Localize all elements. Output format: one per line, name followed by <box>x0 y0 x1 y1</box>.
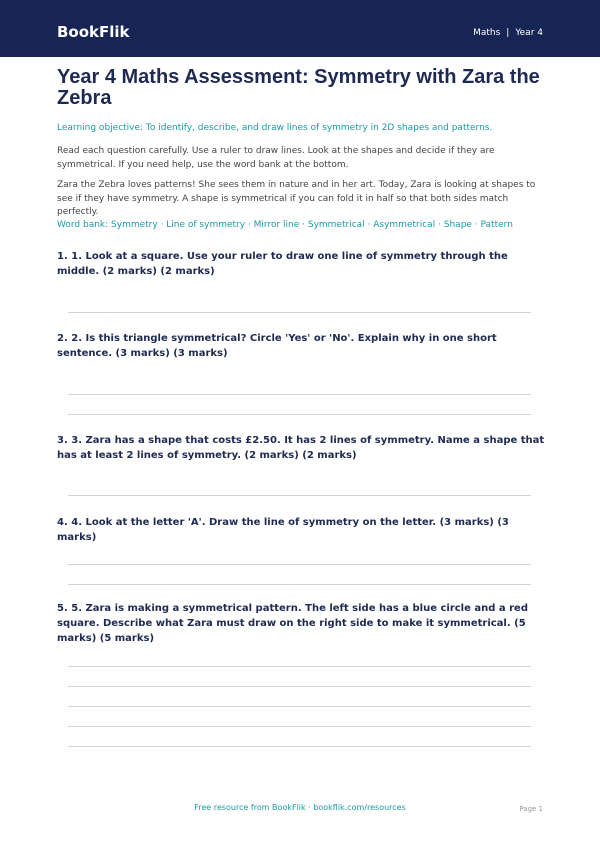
year-label: Year 4 <box>515 28 543 38</box>
header-separator: | <box>506 28 510 38</box>
question-1: 1. 1. Look at a square. Use your ruler to draw one line of symmetry through the middle. (2 marks) (2 marks) <box>57 251 508 277</box>
answer-line[interactable] <box>68 726 531 727</box>
instructions-paragraph: Read each question carefully. Use a ruler to draw lines. Look at the shapes and decide if they are symmetrical. If you need help, use the word bank at the bottom. <box>57 146 495 170</box>
question-5: 5. 5. Zara is making a symmetrical pattern. The left side has a blue circle and a red square. Describe what Zara must draw on the right side to make it symmetrical. (5 marks) (5 marks) <box>57 603 528 644</box>
header-bar <box>0 0 600 57</box>
page-number: Page 1 <box>519 805 543 813</box>
word-bank: Word bank: Symmetry · Line of symmetry · Mirror line · Symmetrical · Asymmetrical · Shape · Pattern <box>57 220 513 230</box>
answer-line[interactable] <box>68 414 531 415</box>
page-title: Year 4 Maths Assessment: Symmetry with Zara the Zebra <box>57 66 540 109</box>
answer-line[interactable] <box>68 564 531 565</box>
brand-logo: BookFlik <box>57 23 130 41</box>
question-3: 3. 3. Zara has a shape that costs £2.50. It has 2 lines of symmetry. Name a shape that has at least 2 lines of symmetry. (2 marks) (2 marks) <box>57 435 545 461</box>
answer-line[interactable] <box>68 746 531 747</box>
question-2: 2. 2. Is this triangle symmetrical? Circle 'Yes' or 'No'. Explain why in one short sentence. (3 marks) (3 marks) <box>57 333 497 359</box>
intro-paragraph: Zara the Zebra loves patterns! She sees them in nature and in her art. Today, Zara is looking at shapes to see if they have symmetry. A shape is symmetrical if you can fold it in half so that both sides match perfectly. <box>57 180 536 217</box>
answer-line[interactable] <box>68 312 531 313</box>
answer-line[interactable] <box>68 495 531 496</box>
answer-line[interactable] <box>68 686 531 687</box>
subject-label: Maths <box>473 28 501 38</box>
answer-line[interactable] <box>68 584 531 585</box>
answer-line[interactable] <box>68 706 531 707</box>
question-4: 4. 4. Look at the letter 'A'. Draw the line of symmetry on the letter. (3 marks) (3 marks) <box>57 517 509 543</box>
answer-line[interactable] <box>68 394 531 395</box>
answer-line[interactable] <box>68 666 531 667</box>
learning-objective: Learning objective: To identify, describe, and draw lines of symmetry in 2D shapes and patterns. <box>57 123 493 133</box>
footer-text: Free resource from BookFlik · bookflik.com/resources <box>194 803 406 812</box>
header-meta <box>473 27 543 39</box>
